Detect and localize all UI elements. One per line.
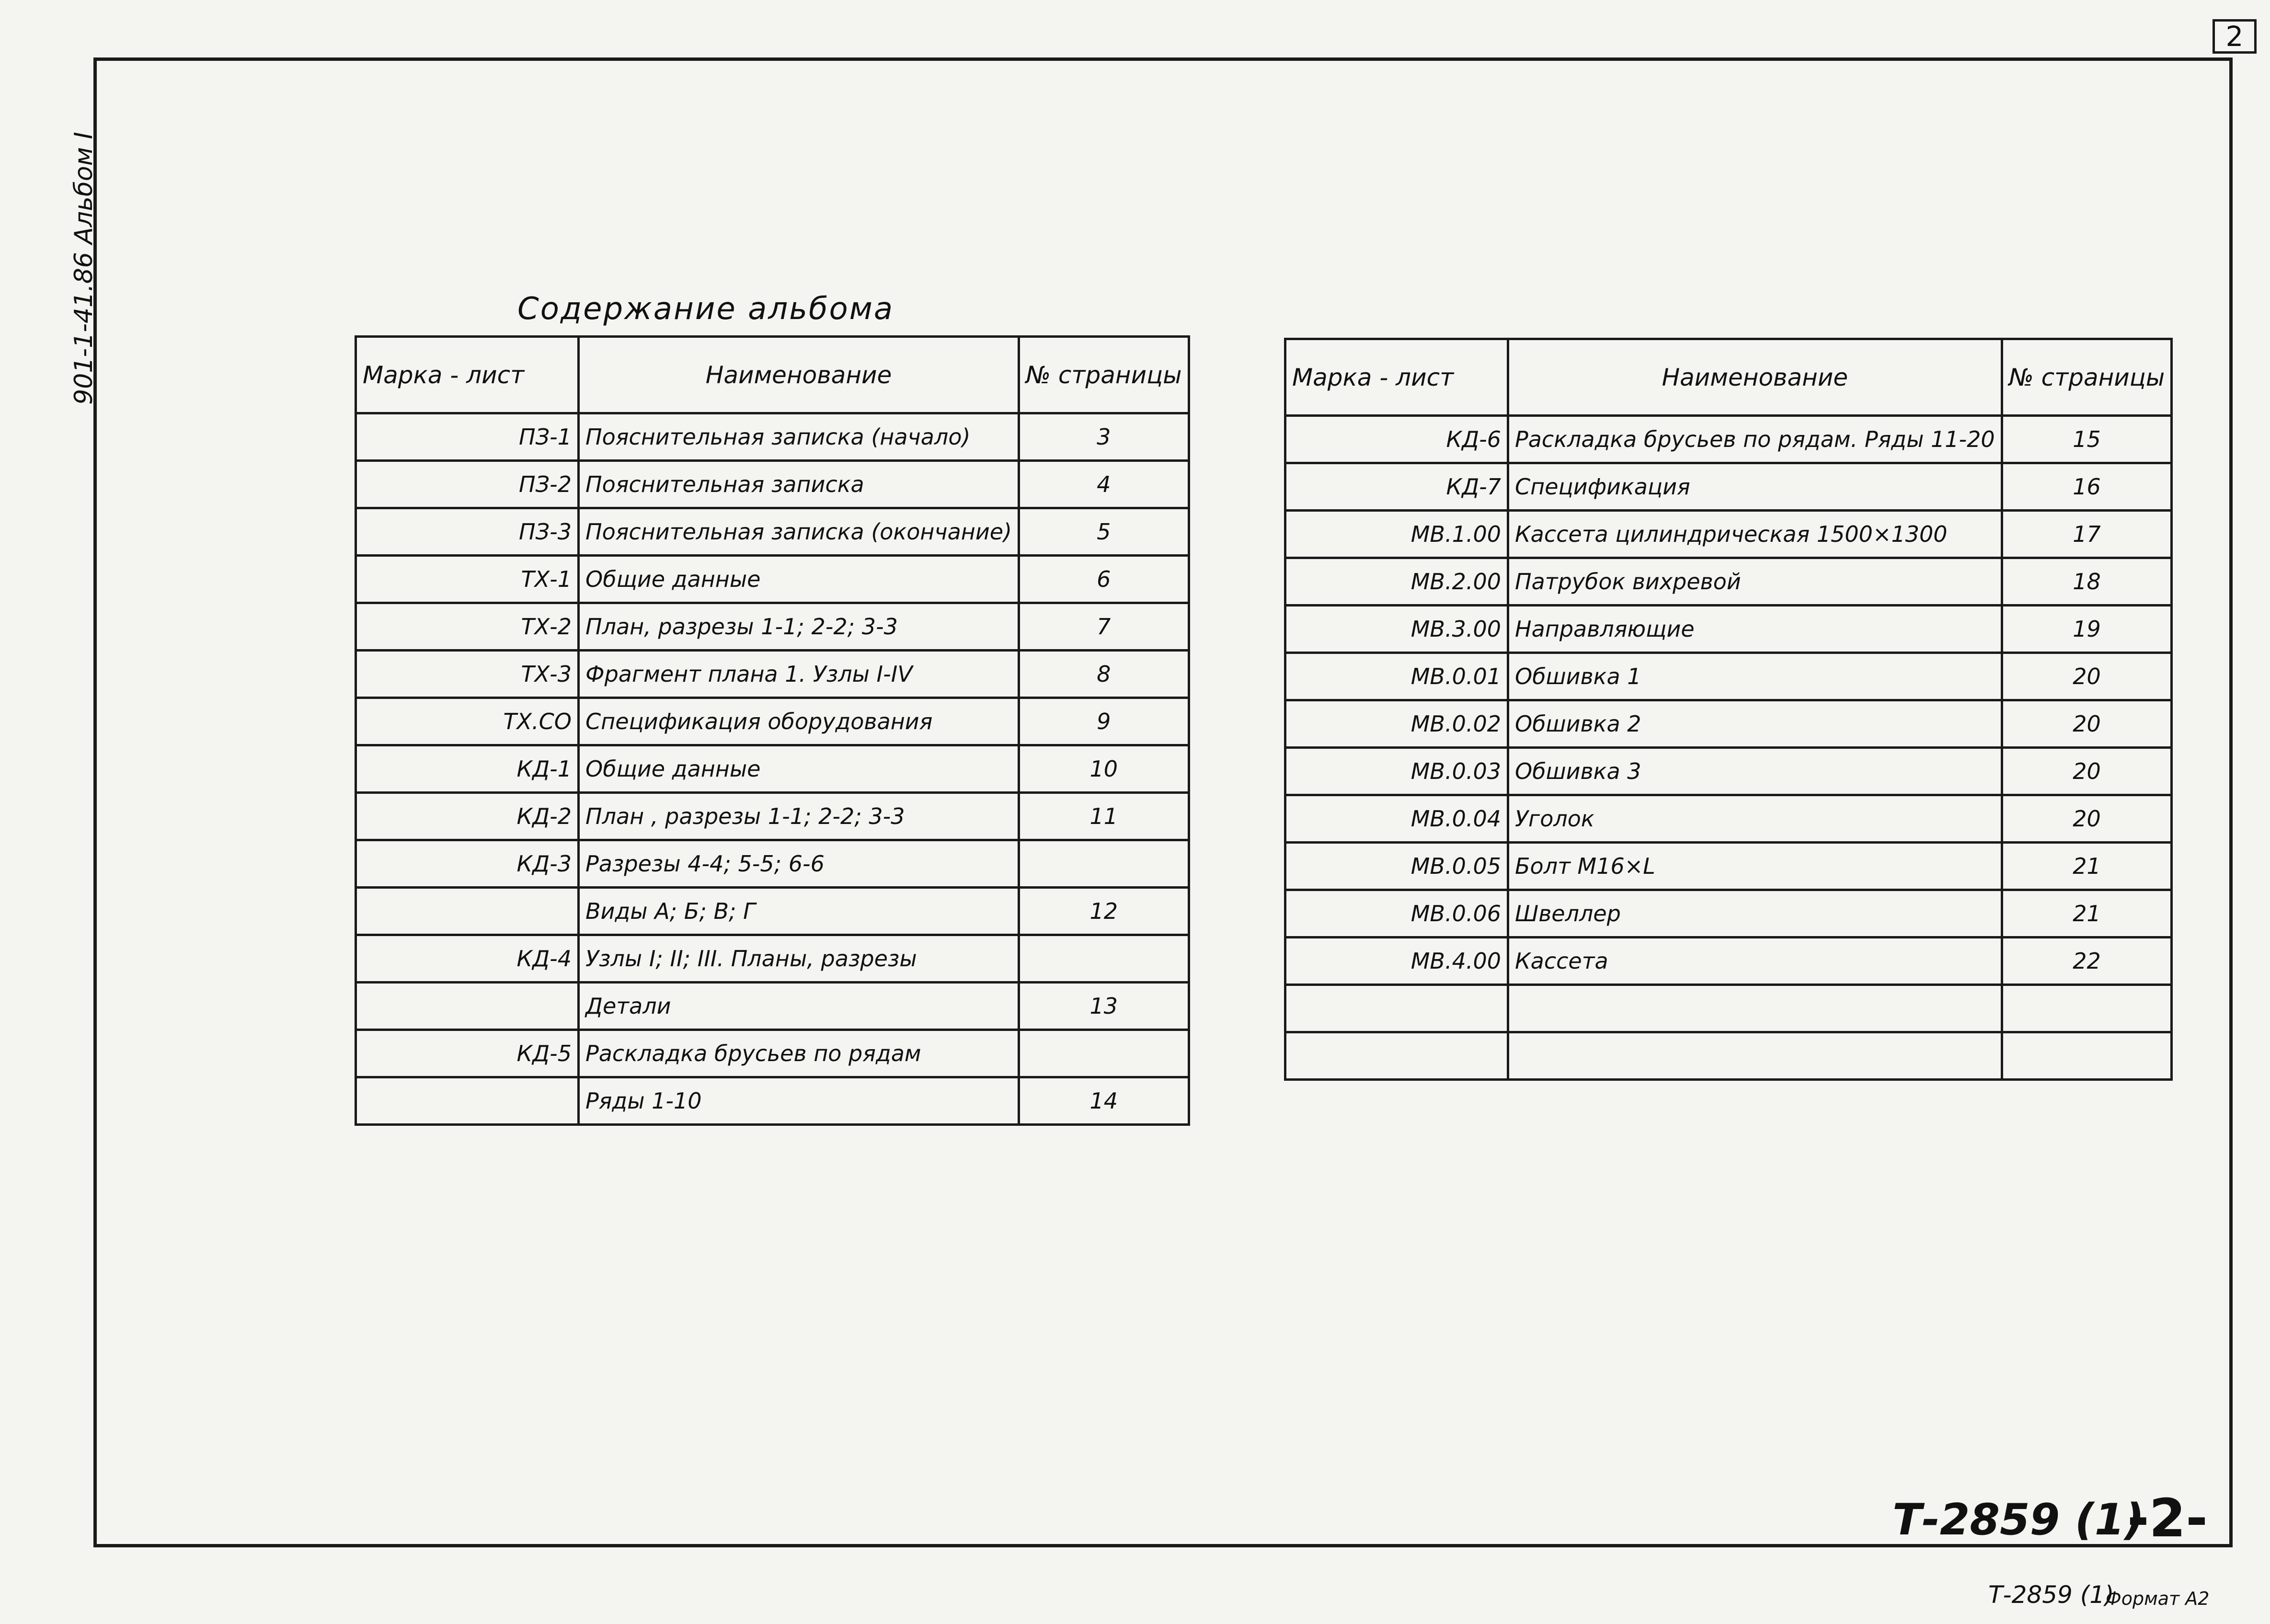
mark-cell: КД-1 bbox=[356, 745, 579, 793]
header-name: Наименование bbox=[579, 337, 1019, 413]
page-cell: 6 bbox=[1019, 556, 1189, 603]
page-cell: 20 bbox=[2002, 795, 2172, 843]
name-cell: Узлы I; II; III. Планы, разрезы bbox=[579, 935, 1019, 983]
table-row bbox=[356, 840, 1189, 888]
mark-cell: ТХ-3 bbox=[356, 651, 579, 698]
name-cell bbox=[1508, 1032, 2002, 1080]
table-body-right bbox=[1285, 416, 2172, 1080]
mark-cell: МВ.2.00 bbox=[1285, 558, 1508, 606]
page-cell: 13 bbox=[1019, 983, 1189, 1030]
table-row bbox=[356, 413, 1189, 461]
mark-cell: КД-7 bbox=[1285, 463, 1508, 511]
name-cell: Обшивка 3 bbox=[1508, 748, 2002, 795]
name-cell: Пояснительная записка (начало) bbox=[579, 413, 1019, 461]
table-row bbox=[1285, 985, 2172, 1032]
mark-cell: КД-4 bbox=[356, 935, 579, 983]
mark-cell bbox=[356, 888, 579, 935]
page-cell: 22 bbox=[2002, 938, 2172, 985]
mark-cell: МВ.0.01 bbox=[1285, 653, 1508, 700]
document-code-small: Т-2859 (1) bbox=[1988, 1581, 2114, 1609]
page-cell: 21 bbox=[2002, 890, 2172, 938]
table-row bbox=[356, 1030, 1189, 1077]
mark-cell: КД-5 bbox=[356, 1030, 579, 1077]
page-cell: 7 bbox=[1019, 603, 1189, 651]
page-cell: 4 bbox=[1019, 461, 1189, 508]
mark-cell: ПЗ-1 bbox=[356, 413, 579, 461]
name-cell bbox=[1508, 985, 2002, 1032]
table-body-left bbox=[356, 413, 1189, 1125]
mark-cell: МВ.0.05 bbox=[1285, 843, 1508, 890]
table-row bbox=[1285, 890, 2172, 938]
page-cell: 12 bbox=[1019, 888, 1189, 935]
name-cell: Виды А; Б; В; Г bbox=[579, 888, 1019, 935]
mark-cell: ПЗ-2 bbox=[356, 461, 579, 508]
page-cell bbox=[1019, 935, 1189, 983]
table-row bbox=[356, 556, 1189, 603]
table-row bbox=[1285, 938, 2172, 985]
table-row bbox=[356, 651, 1189, 698]
table-row bbox=[356, 1077, 1189, 1125]
table-row bbox=[1285, 606, 2172, 653]
document-code: Т-2859 (1) bbox=[1892, 1495, 2144, 1545]
page-cell: 11 bbox=[1019, 793, 1189, 840]
mark-cell: МВ.0.06 bbox=[1285, 890, 1508, 938]
mark-cell bbox=[1285, 1032, 1508, 1080]
mark-cell: МВ.4.00 bbox=[1285, 938, 1508, 985]
table-row bbox=[1285, 416, 2172, 463]
page-cell: 8 bbox=[1019, 651, 1189, 698]
album-title: Содержание альбома bbox=[517, 291, 894, 327]
mark-cell: ПЗ-3 bbox=[356, 508, 579, 556]
name-cell: Патрубок вихревой bbox=[1508, 558, 2002, 606]
header-name: Наименование bbox=[1508, 339, 2002, 416]
table-row bbox=[1285, 1032, 2172, 1080]
contents-table-left bbox=[355, 335, 1190, 1126]
name-cell: Направляющие bbox=[1508, 606, 2002, 653]
page-cell bbox=[1019, 1030, 1189, 1077]
page-cell bbox=[1019, 840, 1189, 888]
name-cell: Болт М16×L bbox=[1508, 843, 2002, 890]
table-row bbox=[356, 508, 1189, 556]
page-mark: -2- bbox=[2127, 1487, 2208, 1549]
name-cell: Разрезы 4-4; 5-5; 6-6 bbox=[579, 840, 1019, 888]
format-label: Формат А2 bbox=[2106, 1588, 2210, 1609]
page-cell: 16 bbox=[2002, 463, 2172, 511]
name-cell: Спецификация оборудования bbox=[579, 698, 1019, 745]
name-cell: Общие данные bbox=[579, 745, 1019, 793]
name-cell: Швеллер bbox=[1508, 890, 2002, 938]
table-header-row bbox=[356, 337, 1189, 413]
page-cell: 21 bbox=[2002, 843, 2172, 890]
name-cell: Раскладка брусьев по рядам. Ряды 11-20 bbox=[1508, 416, 2002, 463]
table-row bbox=[356, 603, 1189, 651]
mark-cell: МВ.3.00 bbox=[1285, 606, 1508, 653]
page-cell: 20 bbox=[2002, 653, 2172, 700]
mark-cell: МВ.1.00 bbox=[1285, 511, 1508, 558]
name-cell: План, разрезы 1-1; 2-2; 3-3 bbox=[579, 603, 1019, 651]
mark-cell: МВ.0.02 bbox=[1285, 700, 1508, 748]
mark-cell bbox=[356, 983, 579, 1030]
name-cell: Спецификация bbox=[1508, 463, 2002, 511]
table-row bbox=[356, 698, 1189, 745]
table-row bbox=[356, 888, 1189, 935]
page-cell: 14 bbox=[1019, 1077, 1189, 1125]
table-row bbox=[1285, 463, 2172, 511]
side-album-code: 901-1-41.86 Альбом I bbox=[69, 132, 98, 405]
page-cell: 3 bbox=[1019, 413, 1189, 461]
table-row bbox=[356, 745, 1189, 793]
name-cell: Фрагмент плана 1. Узлы I-IV bbox=[579, 651, 1019, 698]
page-cell bbox=[2002, 985, 2172, 1032]
mark-cell: МВ.0.04 bbox=[1285, 795, 1508, 843]
mark-cell: ТХ-1 bbox=[356, 556, 579, 603]
name-cell: Обшивка 2 bbox=[1508, 700, 2002, 748]
name-cell: Детали bbox=[579, 983, 1019, 1030]
name-cell: Уголок bbox=[1508, 795, 2002, 843]
name-cell: Кассета цилиндрическая 1500×1300 bbox=[1508, 511, 2002, 558]
page-number-box: 2 bbox=[2213, 19, 2257, 54]
page-cell: 5 bbox=[1019, 508, 1189, 556]
table-row bbox=[1285, 843, 2172, 890]
page-cell: 9 bbox=[1019, 698, 1189, 745]
page-cell: 20 bbox=[2002, 700, 2172, 748]
mark-cell: ТХ.СО bbox=[356, 698, 579, 745]
name-cell: Общие данные bbox=[579, 556, 1019, 603]
table-row bbox=[1285, 511, 2172, 558]
table-header-row bbox=[1285, 339, 2172, 416]
table-row bbox=[356, 793, 1189, 840]
table-row bbox=[356, 461, 1189, 508]
header-page: № страницы bbox=[2002, 339, 2172, 416]
page-cell bbox=[2002, 1032, 2172, 1080]
name-cell: Пояснительная записка (окончание) bbox=[579, 508, 1019, 556]
name-cell: Раскладка брусьев по рядам bbox=[579, 1030, 1019, 1077]
mark-cell bbox=[356, 1077, 579, 1125]
name-cell: План , разрезы 1-1; 2-2; 3-3 bbox=[579, 793, 1019, 840]
mark-cell: КД-3 bbox=[356, 840, 579, 888]
table-row bbox=[1285, 700, 2172, 748]
header-page: № страницы bbox=[1019, 337, 1189, 413]
name-cell: Пояснительная записка bbox=[579, 461, 1019, 508]
mark-cell bbox=[1285, 985, 1508, 1032]
page-cell: 17 bbox=[2002, 511, 2172, 558]
page-cell: 19 bbox=[2002, 606, 2172, 653]
table-row bbox=[1285, 795, 2172, 843]
page-cell: 18 bbox=[2002, 558, 2172, 606]
page-cell: 10 bbox=[1019, 745, 1189, 793]
header-mark: Марка - лист bbox=[356, 337, 579, 413]
page-cell: 20 bbox=[2002, 748, 2172, 795]
table-row bbox=[356, 935, 1189, 983]
mark-cell: КД-6 bbox=[1285, 416, 1508, 463]
table-row bbox=[1285, 558, 2172, 606]
table-row bbox=[356, 983, 1189, 1030]
name-cell: Обшивка 1 bbox=[1508, 653, 2002, 700]
page-cell: 15 bbox=[2002, 416, 2172, 463]
header-mark: Марка - лист bbox=[1285, 339, 1508, 416]
mark-cell: ТХ-2 bbox=[356, 603, 579, 651]
contents-table-right bbox=[1284, 338, 2173, 1081]
mark-cell: КД-2 bbox=[356, 793, 579, 840]
table-row bbox=[1285, 653, 2172, 700]
mark-cell: МВ.0.03 bbox=[1285, 748, 1508, 795]
name-cell: Кассета bbox=[1508, 938, 2002, 985]
name-cell: Ряды 1-10 bbox=[579, 1077, 1019, 1125]
table-row bbox=[1285, 748, 2172, 795]
